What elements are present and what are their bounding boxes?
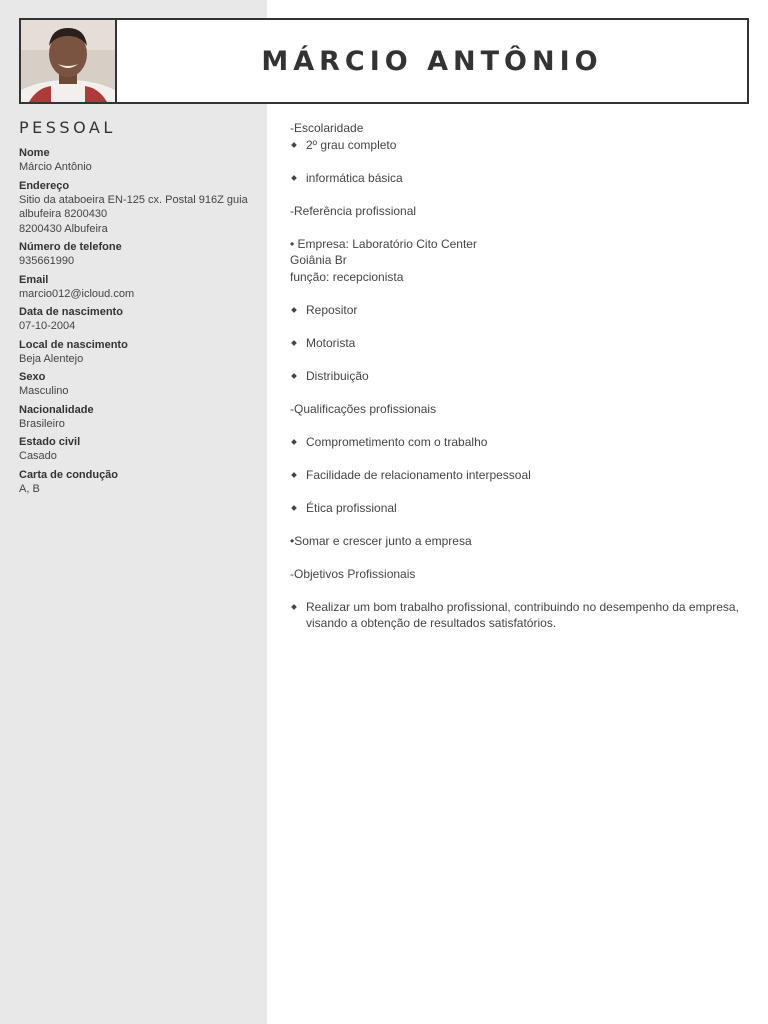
list-item: Motorista [290,335,750,352]
field-label: Número de telefone [19,241,122,253]
field-value: 07-10-2004 [19,320,76,332]
field-value: A, B [19,482,40,495]
field-value: marcio012@icloud.com [19,287,135,300]
empresa-city: Goiânia Br [290,253,347,267]
field-label: Endereço [19,179,70,192]
candidate-name: MÁRCIO ANTÔNIO [261,45,603,77]
field-value: Casado [19,450,57,462]
field-label: Carta de condução [19,468,119,481]
field-email [19,273,255,302]
heading-qualificacoes: -Qualificações profissionais [290,401,437,416]
field-value: Beja Alentejo [19,352,84,365]
list-item: Repositor [290,302,750,319]
field-value: 935661990 [19,255,75,267]
list-item: informática básica [290,170,750,187]
main-content [290,120,750,632]
field-label: Estado civil [19,436,81,448]
header-box [19,18,749,104]
section-title-personal: PESSOAL [19,118,116,137]
field-estado-civil [19,435,255,464]
field-label: Sexo [19,371,46,383]
field-endereco [19,179,255,237]
list-item: Distribuição [290,368,750,385]
list-item: Realizar um bom trabalho profissional, contribuindo no desempenho da empresa, visando a obtenção de resultados satisfatórios. [290,599,750,632]
personal-info-list [19,146,255,500]
field-label: Local de nascimento [19,338,128,351]
field-value: Masculino [19,385,69,397]
field-data-nascimento [19,305,255,334]
heading-referencia: -Referência profissional [290,203,417,218]
list-item: Facilidade de relacionamento interpessoal [290,467,750,484]
field-label: Nacionalidade [19,403,94,416]
heading-objetivos: -Objetivos Profissionais [290,566,416,581]
profile-photo [21,20,117,102]
field-label: Email [19,273,49,286]
field-telefone [19,240,255,269]
field-value: Márcio Antônio [19,161,92,173]
field-sexo [19,370,255,399]
field-nome [19,146,255,175]
somar-line: •Somar e crescer junto a empresa [290,533,472,548]
field-label: Data de nascimento [19,306,123,318]
field-value: Brasileiro [19,417,65,430]
field-carta-conducao [19,468,255,497]
empresa-line: • Empresa: Laboratório Cito Center [290,236,477,251]
field-nacionalidade [19,403,255,432]
list-item: 2º grau completo [290,137,750,154]
list-item: Comprometimento com o trabalho [290,434,750,451]
field-value: Sitio da ataboeira EN-125 cx. Postal 916Z guia albufeira 8200430 8200430 Albufeira [19,193,248,235]
heading-escolaridade: -Escolaridade [290,121,364,135]
list-item: Ética profissional [290,500,750,517]
field-label: Nome [19,147,50,159]
empresa-role: função: recepcionista [290,269,404,284]
field-local-nascimento [19,338,255,367]
